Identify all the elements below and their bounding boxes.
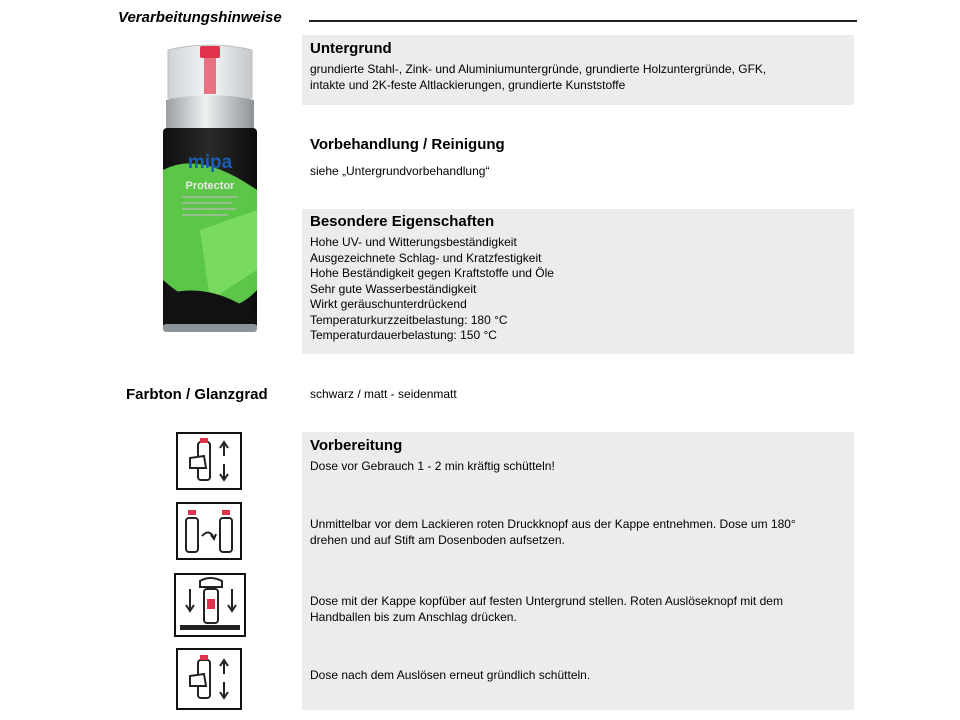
untergrund-text [310,62,766,93]
eigenschaft-item: Hohe UV- und Witterungsbeständigkeit [310,235,517,249]
untergrund-line: intakte und 2K-feste Altlackierungen, grundierte Kunststoffe [310,77,626,92]
eigenschaft-item: Ausgezeichnete Schlag- und Kratzfestigkeit [310,250,542,265]
eigenschaft-item: Temperaturkurzzeitbelastung: 180 °C [310,312,508,327]
heading-rule [309,20,857,22]
vorbereitung-step-2-text [310,517,796,548]
press-can-icon [174,573,246,637]
eigenschaft-item: Wirkt geräuschunterdrückend [310,297,467,311]
step-2-line: Unmittelbar vor dem Lackieren roten Druckknopf aus der Kappe entnehmen. Dose um 180° [310,517,796,531]
vorbereitung-step-4-text: Dose nach dem Auslösen erneut gründlich schütteln. [310,668,591,682]
eigenschaft-item: Hohe Beständigkeit gegen Kraftstoffe und Öle [310,266,554,280]
untergrund-panel [302,35,854,105]
vorbereitung-panel [302,432,854,710]
remove-button-icon [176,502,242,560]
eigenschaft-item: Sehr gute Wasserbeständigkeit [310,281,477,296]
vorbehandlung-panel [302,130,854,190]
vorbereitung-step-1-text: Dose vor Gebrauch 1 - 2 min kräftig schütteln! [310,459,555,473]
svg-text:Protector: Protector [185,180,235,192]
eigenschaft-item: Temperaturdauerbelastung: 150 °C [310,328,497,342]
untergrund-title: Untergrund [310,40,392,57]
eigenschaften-panel [302,209,854,354]
step-3-line: Dose mit der Kappe kopfüber auf festen Untergrund stellen. Roten Auslöseknopf mit dem [310,594,783,608]
step-3-line: Handballen bis zum Anschlag drücken. [310,609,517,624]
vorbehandlung-title: Vorbehandlung / Reinigung [310,136,505,153]
vorbehandlung-text: siehe „Untergrundvorbehandlung“ [310,164,490,178]
shake-again-icon [176,648,242,710]
farbton-value: schwarz / matt - seidenmatt [310,387,457,401]
shake-can-icon [176,432,242,490]
eigenschaften-list [310,235,554,344]
farbton-label: Farbton / Glanzgrad [126,386,268,403]
untergrund-line: grundierte Stahl-, Zink- und Aluminiumuntergründe, grundierte Holzuntergründe, GFK, [310,62,767,76]
nozzle [200,46,220,58]
step-2-line: drehen und auf Stift am Dosenboden aufsetzen. [310,532,565,547]
eigenschaften-title: Besondere Eigenschaften [310,213,495,230]
vorbereitung-step-3-text [310,594,783,625]
svg-text:mipa: mipa [187,152,233,173]
vorbereitung-title: Vorbereitung [310,437,403,454]
section-heading: Verarbeitungshinweise [118,9,282,26]
product-image [160,40,260,340]
